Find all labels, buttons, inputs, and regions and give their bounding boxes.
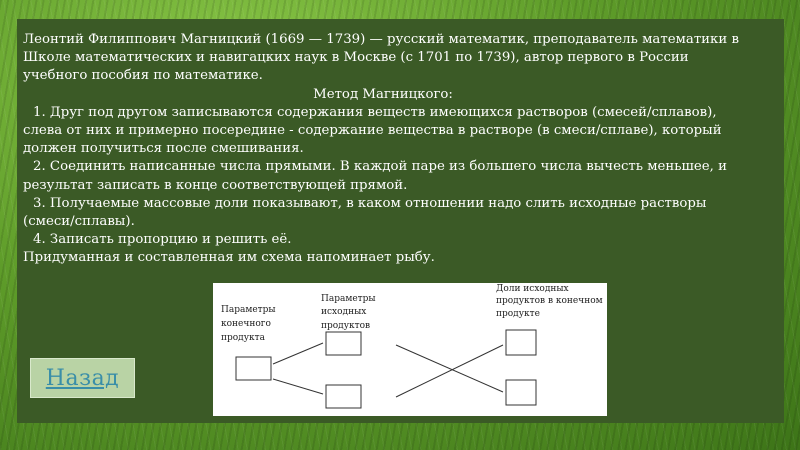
box-source-bottom: [326, 385, 361, 408]
label-source-line1: Параметры: [321, 294, 376, 304]
label-shares-line3: продукте: [496, 309, 540, 319]
fish-diagram: [213, 283, 607, 416]
back-button-label: Назад: [45, 365, 120, 391]
step-2: 2. Соединить написанные числа прямыми. В каждой паре из большего числа вычесть меньшее, и результат записать в конце соответствующей прямой.: [23, 159, 727, 193]
box-source-top: [326, 332, 361, 355]
label-shares-line1: Доли исходных: [496, 284, 569, 294]
step-4: 4. Записать пропорцию и решить её.: [33, 232, 292, 248]
label-source-line2: исходных: [321, 307, 367, 317]
line-top-to-bottom-share: [396, 345, 503, 392]
intro-paragraph: Леонтий Филиппович Магницкий (1669 — 1739) — русский математик, преподаватель математики в Школе математических и навигацких наук в Москве (с 1701 по 1739), автор первого в России учебного пособия по математике.: [23, 32, 739, 84]
step-1: 1. Друг под другом записываются содержания веществ имеющихся растворов (смесей/сплавов), слева от них и примерно посередине - содержание вещества в растворе (в смеси/сплаве), который должен получиться после смешивания.: [23, 104, 722, 157]
method-title: Метод Магницкого:: [313, 86, 453, 102]
box-share-top: [506, 330, 536, 355]
label-final-line2: конечного: [221, 319, 271, 329]
label-source-line3: продуктов: [321, 321, 371, 331]
label-shares-line2: продуктов в конечном: [496, 296, 603, 306]
step-3: 3. Получаемые массовые доли показывают, в каком отношении надо слить исходные растворы (смеси/сплавы).: [23, 195, 707, 230]
label-final-line1: Параметры: [221, 305, 276, 315]
box-final: [236, 357, 271, 380]
line-bottom-to-top-share: [396, 345, 503, 397]
back-button[interactable]: [30, 358, 135, 398]
slide-text: [23, 31, 743, 268]
line-final-to-bottom: [273, 379, 323, 394]
line-final-to-top: [273, 343, 323, 364]
label-final-line3: продукта: [221, 333, 265, 343]
box-share-bottom: [506, 380, 536, 405]
conclusion: Придуманная и составленная им схема напоминает рыбу.: [23, 250, 435, 266]
